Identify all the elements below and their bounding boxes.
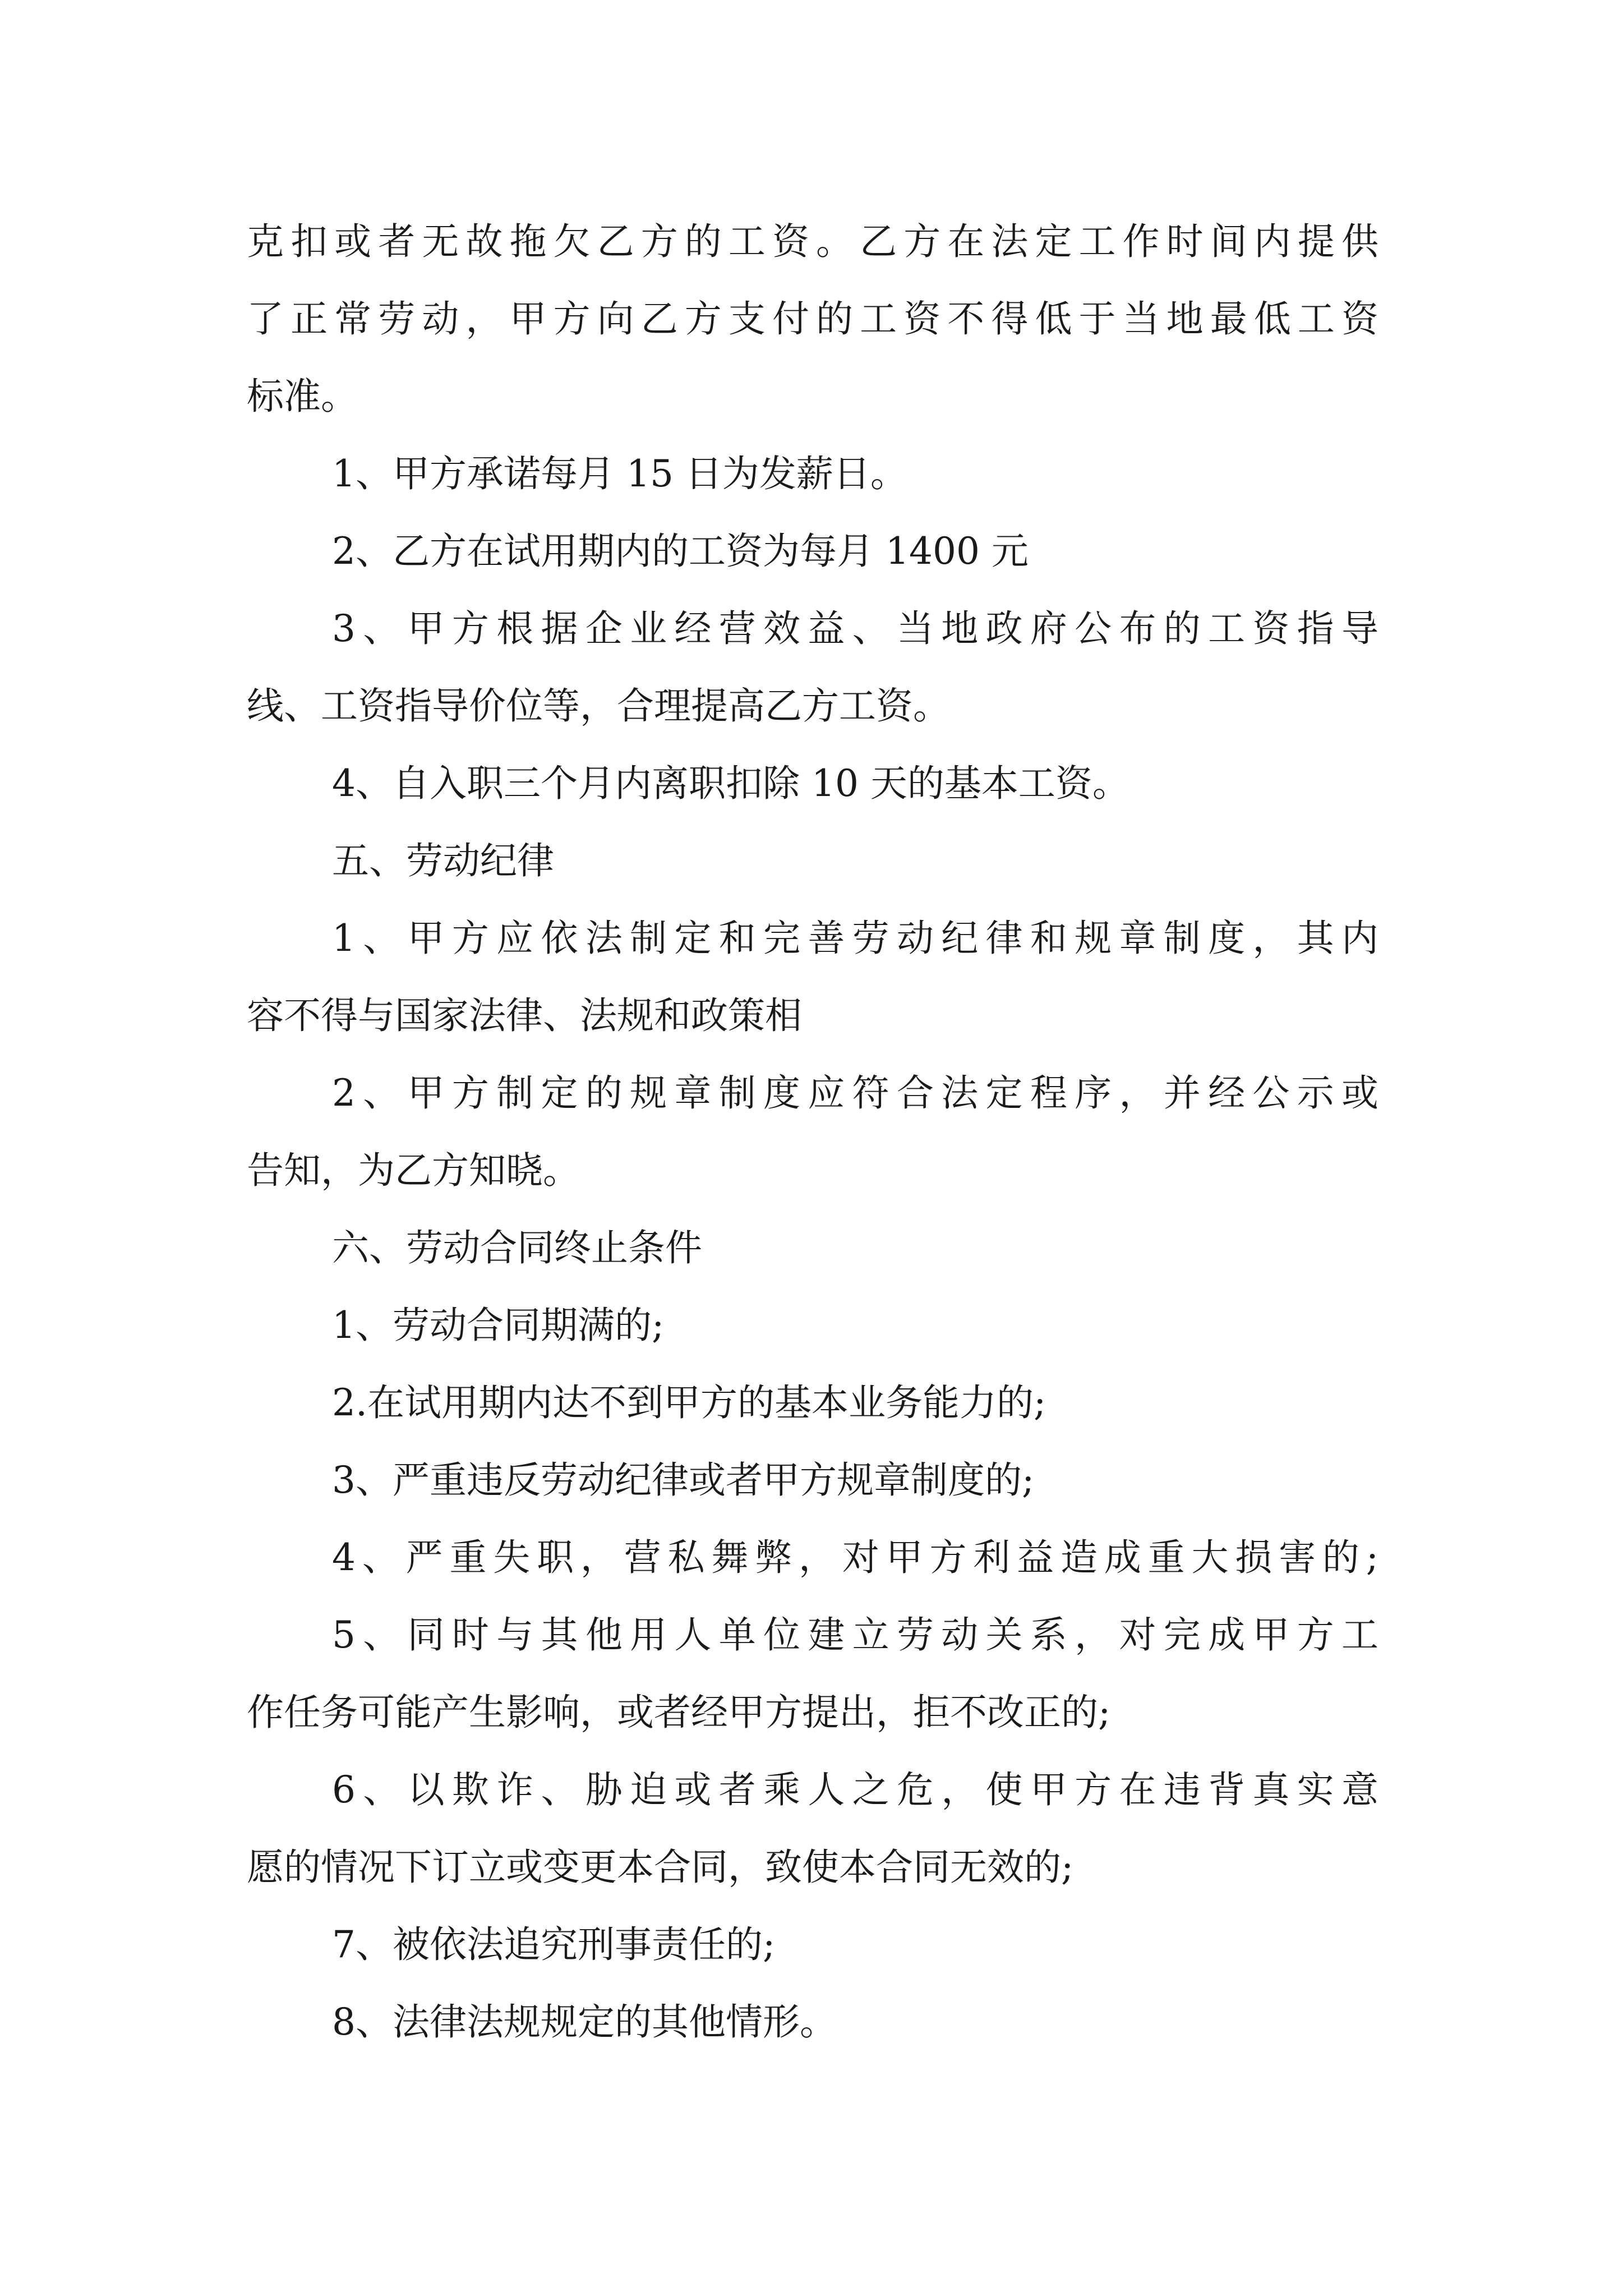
list-item: 2、乙方在试用期内的工资为每月 1400 元: [332, 530, 1029, 573]
text-line: 线、工资指导价位等，合理提高乙方工资。: [247, 684, 950, 728]
section-heading: 六、劳动合同终止条件: [332, 1226, 702, 1269]
list-item: 2.在试用期内达不到甲方的基本业务能力的;: [332, 1381, 1046, 1424]
list-item: 1、甲方应依法制定和完善劳动纪律和规章制度，其内: [332, 917, 1378, 960]
list-item: 3、严重违反劳动纪律或者甲方规章制度的;: [332, 1458, 1035, 1502]
text-line: 标准。: [247, 375, 358, 418]
text-line: 克扣或者无故拖欠乙方的工资。乙方在法定工作时间内提供: [247, 220, 1378, 263]
text-line: 告知，为乙方知晓。: [247, 1149, 580, 1192]
list-item: 1、劳动合同期满的;: [332, 1304, 665, 1347]
text-line: 了正常劳动，甲方向乙方支付的工资不得低于当地最低工资: [247, 297, 1378, 341]
list-item: 6、以欺诈、胁迫或者乘人之危，使甲方在违背真实意: [332, 1768, 1378, 1811]
section-heading: 五、劳动纪律: [332, 839, 554, 882]
list-item: 4、自入职三个月内离职扣除 10 天的基本工资。: [332, 762, 1129, 805]
list-item: 2、甲方制定的规章制度应符合法定程序，并经公示或: [332, 1071, 1378, 1115]
list-item: 8、法律法规规定的其他情形。: [332, 2000, 837, 2044]
list-item: 4、严重失职，营私舞弊，对甲方利益造成重大损害的;: [332, 1536, 1378, 1579]
list-item: 3、甲方根据企业经营效益、当地政府公布的工资指导: [332, 607, 1378, 650]
list-item: 1、甲方承诺每月 15 日为发薪日。: [332, 452, 907, 495]
text-line: 容不得与国家法律、法规和政策相: [247, 994, 802, 1037]
list-item: 7、被依法追究刑事责任的;: [332, 1923, 776, 1966]
list-item: 5、同时与其他用人单位建立劳动关系，对完成甲方工: [332, 1613, 1378, 1657]
text-line: 愿的情况下订立或变更本合同，致使本合同无效的;: [247, 1846, 1074, 1889]
text-line: 作任务可能产生影响，或者经甲方提出，拒不改正的;: [247, 1691, 1111, 1734]
